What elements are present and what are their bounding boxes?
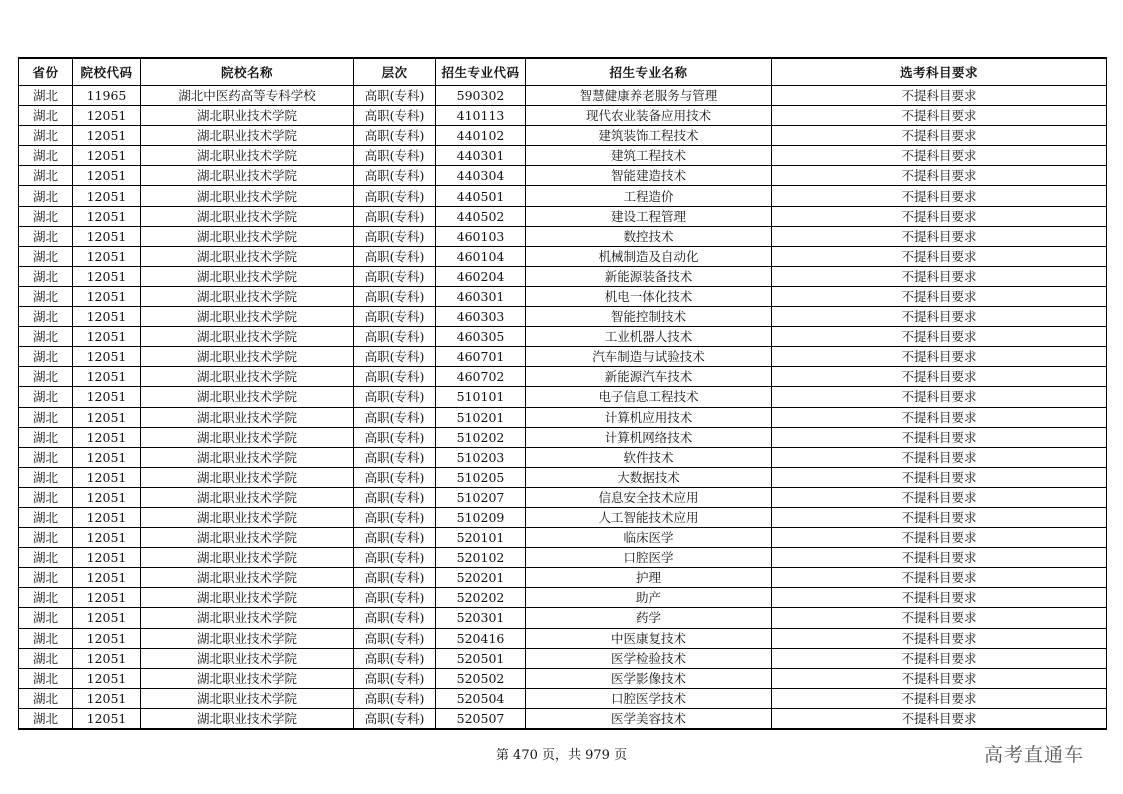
cell-province: 湖北 <box>19 467 73 487</box>
cell-major-code: 440102 <box>436 126 526 146</box>
table-row <box>19 467 1107 487</box>
cell-subject-requirement: 不提科目要求 <box>772 407 1107 427</box>
header-province: 省份 <box>19 58 73 86</box>
cell-province: 湖北 <box>19 166 73 186</box>
table-row <box>19 307 1107 327</box>
cell-subject-requirement: 不提科目要求 <box>772 126 1107 146</box>
cell-subject-requirement: 不提科目要求 <box>772 327 1107 347</box>
cell-level: 高职(专科) <box>354 166 436 186</box>
cell-school-code: 12051 <box>73 688 141 708</box>
cell-major-code: 590302 <box>436 86 526 106</box>
cell-school-code: 12051 <box>73 507 141 527</box>
cell-major-name: 中医康复技术 <box>526 628 772 648</box>
cell-subject-requirement: 不提科目要求 <box>772 427 1107 447</box>
cell-subject-requirement: 不提科目要求 <box>772 166 1107 186</box>
cell-level: 高职(专科) <box>354 708 436 729</box>
cell-province: 湖北 <box>19 387 73 407</box>
cell-school-name: 湖北职业技术学院 <box>141 266 354 286</box>
cell-province: 湖北 <box>19 608 73 628</box>
cell-major-code: 520101 <box>436 528 526 548</box>
cell-province: 湖北 <box>19 668 73 688</box>
cell-major-name: 新能源装备技术 <box>526 266 772 286</box>
table-row <box>19 528 1107 548</box>
cell-major-name: 建设工程管理 <box>526 206 772 226</box>
cell-school-code: 12051 <box>73 106 141 126</box>
table-row <box>19 507 1107 527</box>
cell-school-code: 12051 <box>73 427 141 447</box>
cell-level: 高职(专科) <box>354 146 436 166</box>
cell-subject-requirement: 不提科目要求 <box>772 146 1107 166</box>
header-school-name: 院校名称 <box>141 58 354 86</box>
cell-major-code: 520501 <box>436 648 526 668</box>
cell-major-name: 工业机器人技术 <box>526 327 772 347</box>
cell-province: 湖北 <box>19 588 73 608</box>
cell-province: 湖北 <box>19 487 73 507</box>
cell-subject-requirement: 不提科目要求 <box>772 648 1107 668</box>
cell-major-name: 建筑工程技术 <box>526 146 772 166</box>
cell-subject-requirement: 不提科目要求 <box>772 387 1107 407</box>
cell-subject-requirement: 不提科目要求 <box>772 467 1107 487</box>
cell-province: 湖北 <box>19 327 73 347</box>
cell-major-name: 智能控制技术 <box>526 307 772 327</box>
cell-major-name: 人工智能技术应用 <box>526 507 772 527</box>
cell-school-code: 12051 <box>73 226 141 246</box>
cell-major-code: 510201 <box>436 407 526 427</box>
cell-school-name: 湖北职业技术学院 <box>141 106 354 126</box>
cell-major-code: 440501 <box>436 186 526 206</box>
cell-subject-requirement: 不提科目要求 <box>772 106 1107 126</box>
cell-school-code: 12051 <box>73 266 141 286</box>
cell-school-code: 12051 <box>73 548 141 568</box>
cell-major-name: 智能建造技术 <box>526 166 772 186</box>
cell-school-code: 12051 <box>73 246 141 266</box>
cell-province: 湖北 <box>19 86 73 106</box>
page-number: 第 470 页，共 979 页 <box>495 748 628 763</box>
cell-province: 湖北 <box>19 266 73 286</box>
cell-level: 高职(专科) <box>354 86 436 106</box>
cell-major-name: 医学影像技术 <box>526 668 772 688</box>
cell-level: 高职(专科) <box>354 427 436 447</box>
cell-school-code: 11965 <box>73 86 141 106</box>
cell-school-code: 12051 <box>73 126 141 146</box>
watermark-text: 高考直通车 <box>984 744 1085 766</box>
cell-school-name: 湖北职业技术学院 <box>141 186 354 206</box>
cell-major-name: 口腔医学 <box>526 548 772 568</box>
cell-subject-requirement: 不提科目要求 <box>772 507 1107 527</box>
cell-province: 湖北 <box>19 106 73 126</box>
header-major-code: 招生专业代码 <box>436 58 526 86</box>
cell-school-name: 湖北职业技术学院 <box>141 608 354 628</box>
cell-level: 高职(专科) <box>354 347 436 367</box>
cell-subject-requirement: 不提科目要求 <box>772 307 1107 327</box>
cell-school-code: 12051 <box>73 568 141 588</box>
cell-school-name: 湖北职业技术学院 <box>141 347 354 367</box>
cell-major-code: 520502 <box>436 668 526 688</box>
table-row <box>19 708 1107 729</box>
cell-province: 湖北 <box>19 447 73 467</box>
table-row <box>19 407 1107 427</box>
cell-major-code: 520202 <box>436 588 526 608</box>
table-row <box>19 427 1107 447</box>
cell-level: 高职(专科) <box>354 407 436 427</box>
cell-level: 高职(专科) <box>354 106 436 126</box>
cell-level: 高职(专科) <box>354 548 436 568</box>
cell-subject-requirement: 不提科目要求 <box>772 568 1107 588</box>
cell-school-code: 12051 <box>73 708 141 729</box>
cell-school-code: 12051 <box>73 387 141 407</box>
cell-province: 湖北 <box>19 146 73 166</box>
cell-school-name: 湖北职业技术学院 <box>141 206 354 226</box>
cell-major-name: 建筑装饰工程技术 <box>526 126 772 146</box>
cell-school-name: 湖北职业技术学院 <box>141 688 354 708</box>
cell-province: 湖北 <box>19 286 73 306</box>
cell-major-name: 助产 <box>526 588 772 608</box>
header-row <box>19 58 1107 86</box>
cell-school-name: 湖北职业技术学院 <box>141 286 354 306</box>
cell-major-code: 440301 <box>436 146 526 166</box>
cell-major-code: 520301 <box>436 608 526 628</box>
table-row <box>19 86 1107 106</box>
cell-level: 高职(专科) <box>354 447 436 467</box>
cell-level: 高职(专科) <box>354 327 436 347</box>
table-row <box>19 347 1107 367</box>
table-row <box>19 447 1107 467</box>
cell-school-code: 12051 <box>73 487 141 507</box>
cell-major-name: 药学 <box>526 608 772 628</box>
cell-major-code: 460104 <box>436 246 526 266</box>
cell-major-code: 440304 <box>436 166 526 186</box>
cell-level: 高职(专科) <box>354 286 436 306</box>
cell-major-code: 510203 <box>436 447 526 467</box>
table-row <box>19 608 1107 628</box>
cell-subject-requirement: 不提科目要求 <box>772 186 1107 206</box>
cell-major-code: 460702 <box>436 367 526 387</box>
cell-level: 高职(专科) <box>354 628 436 648</box>
cell-school-name: 湖北职业技术学院 <box>141 146 354 166</box>
cell-subject-requirement: 不提科目要求 <box>772 86 1107 106</box>
cell-province: 湖北 <box>19 528 73 548</box>
cell-major-name: 汽车制造与试验技术 <box>526 347 772 367</box>
cell-major-name: 软件技术 <box>526 447 772 467</box>
cell-subject-requirement: 不提科目要求 <box>772 447 1107 467</box>
cell-school-name: 湖北职业技术学院 <box>141 487 354 507</box>
cell-subject-requirement: 不提科目要求 <box>772 588 1107 608</box>
cell-school-name: 湖北职业技术学院 <box>141 628 354 648</box>
cell-major-code: 510209 <box>436 507 526 527</box>
cell-subject-requirement: 不提科目要求 <box>772 628 1107 648</box>
cell-school-name: 湖北职业技术学院 <box>141 507 354 527</box>
cell-province: 湖北 <box>19 407 73 427</box>
cell-school-code: 12051 <box>73 608 141 628</box>
table-row <box>19 668 1107 688</box>
cell-level: 高职(专科) <box>354 568 436 588</box>
table-row <box>19 266 1107 286</box>
cell-major-code: 460701 <box>436 347 526 367</box>
cell-major-code: 460305 <box>436 327 526 347</box>
cell-level: 高职(专科) <box>354 186 436 206</box>
cell-major-code: 510207 <box>436 487 526 507</box>
cell-major-code: 510202 <box>436 427 526 447</box>
table-row <box>19 367 1107 387</box>
cell-school-name: 湖北职业技术学院 <box>141 307 354 327</box>
table-row <box>19 226 1107 246</box>
cell-major-name: 临床医学 <box>526 528 772 548</box>
cell-level: 高职(专科) <box>354 206 436 226</box>
table-row <box>19 487 1107 507</box>
cell-school-name: 湖北职业技术学院 <box>141 668 354 688</box>
cell-school-name: 湖北职业技术学院 <box>141 648 354 668</box>
cell-school-name: 湖北职业技术学院 <box>141 367 354 387</box>
cell-school-code: 12051 <box>73 447 141 467</box>
cell-level: 高职(专科) <box>354 507 436 527</box>
cell-subject-requirement: 不提科目要求 <box>772 226 1107 246</box>
cell-school-code: 12051 <box>73 186 141 206</box>
table-row <box>19 588 1107 608</box>
cell-level: 高职(专科) <box>354 467 436 487</box>
cell-major-code: 520504 <box>436 688 526 708</box>
table-row <box>19 206 1107 226</box>
table-row <box>19 327 1107 347</box>
header-subject-requirement: 选考科目要求 <box>772 58 1107 86</box>
cell-major-code: 520416 <box>436 628 526 648</box>
cell-school-name: 湖北职业技术学院 <box>141 467 354 487</box>
cell-province: 湖北 <box>19 427 73 447</box>
cell-major-name: 现代农业装备应用技术 <box>526 106 772 126</box>
table-row <box>19 106 1107 126</box>
cell-subject-requirement: 不提科目要求 <box>772 246 1107 266</box>
table-row <box>19 146 1107 166</box>
cell-major-code: 510205 <box>436 467 526 487</box>
cell-school-code: 12051 <box>73 347 141 367</box>
table-row <box>19 688 1107 708</box>
cell-province: 湖北 <box>19 708 73 729</box>
cell-level: 高职(专科) <box>354 648 436 668</box>
cell-school-code: 12051 <box>73 588 141 608</box>
cell-major-code: 520102 <box>436 548 526 568</box>
cell-subject-requirement: 不提科目要求 <box>772 708 1107 729</box>
cell-province: 湖北 <box>19 307 73 327</box>
cell-level: 高职(专科) <box>354 266 436 286</box>
cell-major-name: 护理 <box>526 568 772 588</box>
cell-major-name: 计算机应用技术 <box>526 407 772 427</box>
table-body <box>19 86 1107 730</box>
cell-subject-requirement: 不提科目要求 <box>772 487 1107 507</box>
cell-school-name: 湖北职业技术学院 <box>141 588 354 608</box>
cell-school-code: 12051 <box>73 206 141 226</box>
table-row <box>19 186 1107 206</box>
cell-major-name: 医学检验技术 <box>526 648 772 668</box>
cell-level: 高职(专科) <box>354 246 436 266</box>
cell-school-name: 湖北职业技术学院 <box>141 427 354 447</box>
cell-province: 湖北 <box>19 126 73 146</box>
cell-school-code: 12051 <box>73 648 141 668</box>
cell-school-name: 湖北职业技术学院 <box>141 528 354 548</box>
cell-major-code: 460103 <box>436 226 526 246</box>
cell-province: 湖北 <box>19 688 73 708</box>
cell-subject-requirement: 不提科目要求 <box>772 548 1107 568</box>
cell-province: 湖北 <box>19 568 73 588</box>
cell-major-code: 440502 <box>436 206 526 226</box>
cell-school-name: 湖北职业技术学院 <box>141 568 354 588</box>
cell-major-code: 460303 <box>436 307 526 327</box>
cell-school-name: 湖北职业技术学院 <box>141 126 354 146</box>
table-row <box>19 648 1107 668</box>
cell-major-name: 计算机网络技术 <box>526 427 772 447</box>
cell-major-code: 460301 <box>436 286 526 306</box>
cell-level: 高职(专科) <box>354 608 436 628</box>
cell-province: 湖北 <box>19 226 73 246</box>
cell-school-name: 湖北职业技术学院 <box>141 226 354 246</box>
cell-level: 高职(专科) <box>354 226 436 246</box>
header-major-name: 招生专业名称 <box>526 58 772 86</box>
cell-subject-requirement: 不提科目要求 <box>772 528 1107 548</box>
cell-level: 高职(专科) <box>354 367 436 387</box>
cell-subject-requirement: 不提科目要求 <box>772 286 1107 306</box>
cell-school-code: 12051 <box>73 668 141 688</box>
table-row <box>19 286 1107 306</box>
cell-major-name: 智慧健康养老服务与管理 <box>526 86 772 106</box>
cell-province: 湖北 <box>19 548 73 568</box>
cell-major-name: 医学美容技术 <box>526 708 772 729</box>
cell-major-name: 工程造价 <box>526 186 772 206</box>
cell-school-name: 湖北职业技术学院 <box>141 447 354 467</box>
cell-province: 湖北 <box>19 347 73 367</box>
cell-subject-requirement: 不提科目要求 <box>772 688 1107 708</box>
cell-level: 高职(专科) <box>354 588 436 608</box>
cell-school-code: 12051 <box>73 327 141 347</box>
cell-school-code: 12051 <box>73 467 141 487</box>
cell-school-name: 湖北职业技术学院 <box>141 387 354 407</box>
cell-major-name: 电子信息工程技术 <box>526 387 772 407</box>
table-row <box>19 166 1107 186</box>
cell-school-code: 12051 <box>73 407 141 427</box>
cell-major-code: 520201 <box>436 568 526 588</box>
cell-school-name: 湖北职业技术学院 <box>141 327 354 347</box>
cell-school-code: 12051 <box>73 286 141 306</box>
cell-major-name: 新能源汽车技术 <box>526 367 772 387</box>
cell-school-name: 湖北职业技术学院 <box>141 166 354 186</box>
cell-school-code: 12051 <box>73 307 141 327</box>
header-school-code: 院校代码 <box>73 58 141 86</box>
cell-level: 高职(专科) <box>354 528 436 548</box>
cell-major-name: 机电一体化技术 <box>526 286 772 306</box>
cell-subject-requirement: 不提科目要求 <box>772 668 1107 688</box>
cell-school-name: 湖北中医药高等专科学校 <box>141 86 354 106</box>
cell-major-code: 520507 <box>436 708 526 729</box>
cell-province: 湖北 <box>19 507 73 527</box>
table-row <box>19 126 1107 146</box>
cell-major-name: 数控技术 <box>526 226 772 246</box>
header-level: 层次 <box>354 58 436 86</box>
cell-province: 湖北 <box>19 246 73 266</box>
admission-table <box>18 57 1107 730</box>
cell-major-code: 460204 <box>436 266 526 286</box>
cell-level: 高职(专科) <box>354 668 436 688</box>
table-row <box>19 568 1107 588</box>
cell-school-name: 湖北职业技术学院 <box>141 708 354 729</box>
cell-major-code: 510101 <box>436 387 526 407</box>
cell-school-code: 12051 <box>73 628 141 648</box>
cell-subject-requirement: 不提科目要求 <box>772 347 1107 367</box>
cell-level: 高职(专科) <box>354 307 436 327</box>
cell-school-name: 湖北职业技术学院 <box>141 246 354 266</box>
cell-level: 高职(专科) <box>354 688 436 708</box>
cell-level: 高职(专科) <box>354 126 436 146</box>
cell-province: 湖北 <box>19 628 73 648</box>
cell-major-name: 大数据技术 <box>526 467 772 487</box>
cell-school-code: 12051 <box>73 166 141 186</box>
table-row <box>19 246 1107 266</box>
cell-major-name: 信息安全技术应用 <box>526 487 772 507</box>
cell-school-name: 湖北职业技术学院 <box>141 548 354 568</box>
cell-province: 湖北 <box>19 186 73 206</box>
cell-school-code: 12051 <box>73 367 141 387</box>
cell-level: 高职(专科) <box>354 487 436 507</box>
cell-school-code: 12051 <box>73 146 141 166</box>
cell-major-name: 机械制造及自动化 <box>526 246 772 266</box>
cell-school-code: 12051 <box>73 528 141 548</box>
cell-level: 高职(专科) <box>354 387 436 407</box>
cell-subject-requirement: 不提科目要求 <box>772 608 1107 628</box>
table-row <box>19 548 1107 568</box>
cell-subject-requirement: 不提科目要求 <box>772 266 1107 286</box>
table-row <box>19 387 1107 407</box>
table-row <box>19 628 1107 648</box>
cell-subject-requirement: 不提科目要求 <box>772 367 1107 387</box>
cell-subject-requirement: 不提科目要求 <box>772 206 1107 226</box>
cell-school-name: 湖北职业技术学院 <box>141 407 354 427</box>
cell-major-name: 口腔医学技术 <box>526 688 772 708</box>
cell-province: 湖北 <box>19 206 73 226</box>
cell-province: 湖北 <box>19 367 73 387</box>
cell-province: 湖北 <box>19 648 73 668</box>
cell-major-code: 410113 <box>436 106 526 126</box>
